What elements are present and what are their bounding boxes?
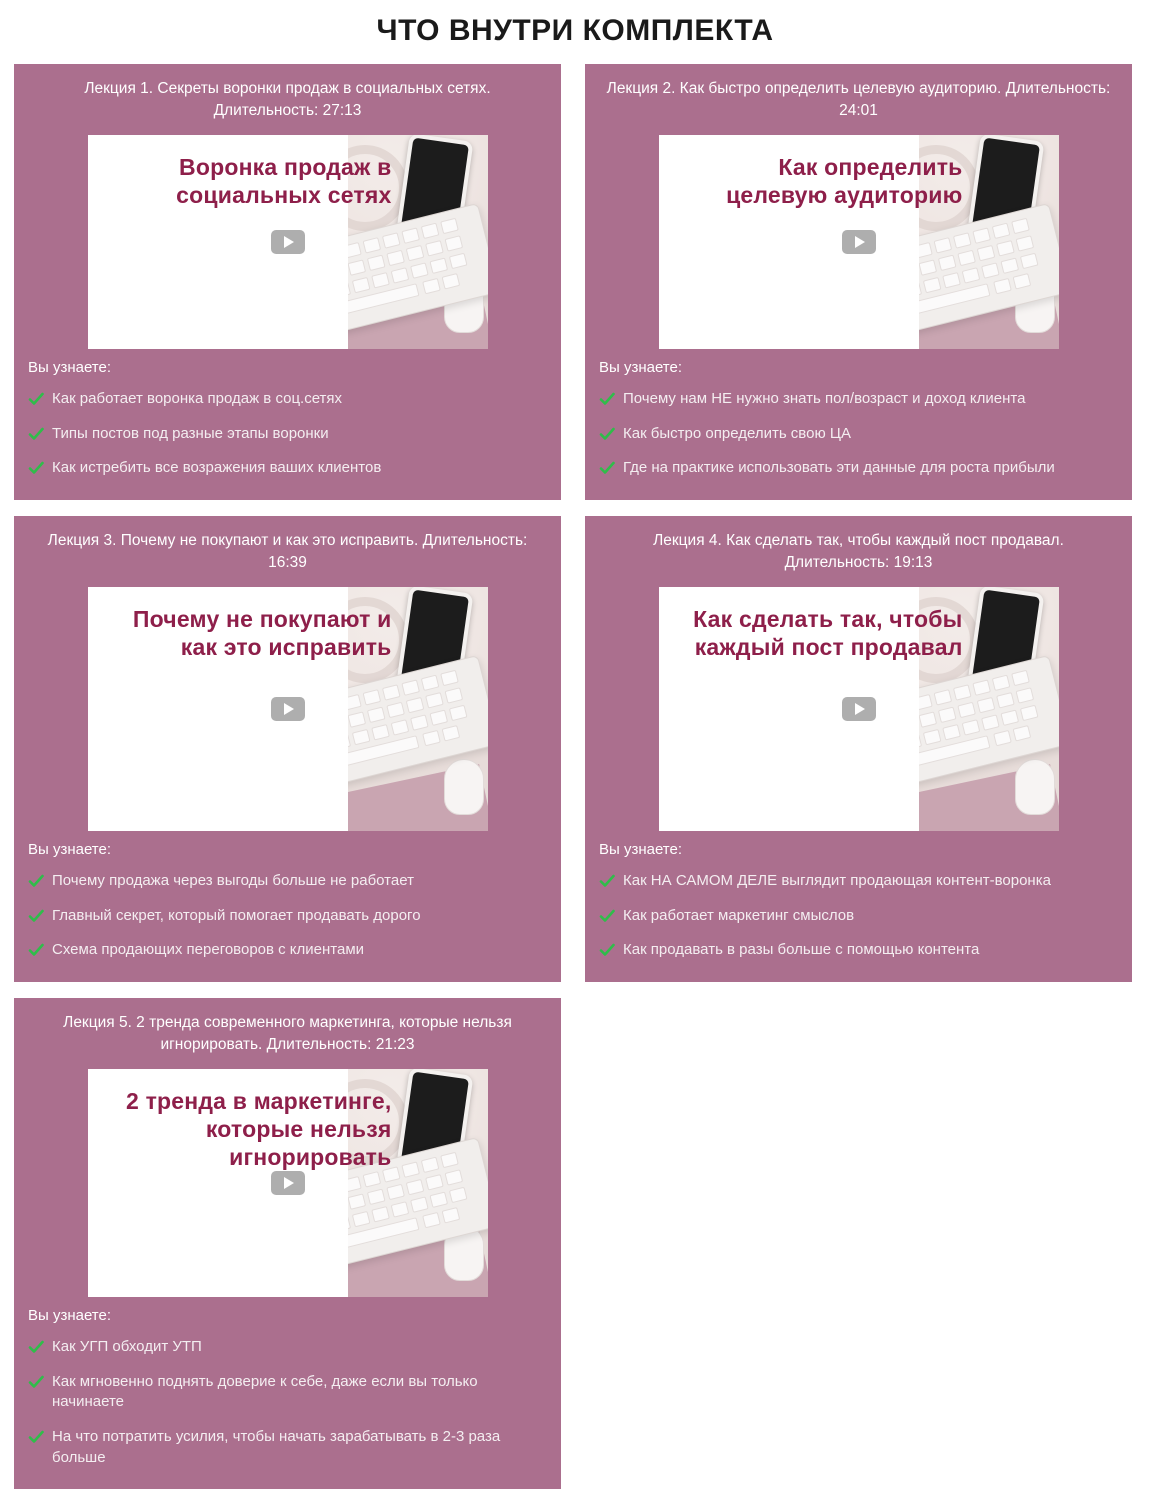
learn-label: Вы узнаете: — [599, 840, 683, 858]
lectures-grid — [0, 64, 1150, 1489]
list-item-text: Главный секрет, который помогает продавать дорого — [52, 906, 421, 924]
lecture-card[interactable] — [585, 64, 1132, 500]
check-icon — [28, 873, 44, 889]
list-item — [595, 899, 1122, 934]
list-item-text: Как работает воронка продаж в соц.сетях — [52, 389, 343, 407]
page-title: ЧТО ВНУТРИ КОМПЛЕКТА — [376, 14, 774, 47]
lecture-header: Лекция 2. Как быстро определить целевую аудиторию. Длительность: 24:01 — [606, 80, 1111, 120]
list-item — [595, 417, 1122, 452]
list-item-text: Где на практике использовать эти данные для роста прибыли — [623, 459, 1055, 477]
video-thumbnail[interactable] — [24, 587, 551, 831]
learn-label: Вы узнаете: — [28, 840, 112, 858]
thumbnail-title: Воронка продаж в социальных сетях — [176, 153, 392, 208]
play-icon[interactable] — [842, 697, 876, 721]
benefits-list — [24, 382, 551, 486]
list-item-text: На что потратить усилия, чтобы начать зарабатывать в 2-3 раза больше — [52, 1428, 501, 1466]
check-icon — [28, 426, 44, 442]
list-item — [24, 1330, 551, 1365]
thumbnail-title: Как сделать так, чтобы каждый пост продавал — [693, 605, 963, 660]
video-thumbnail[interactable] — [595, 135, 1122, 349]
check-icon — [599, 460, 615, 476]
list-item — [595, 864, 1122, 899]
thumbnail-title: Почему не покупают и как это исправить — [132, 605, 392, 660]
learn-label: Вы узнаете: — [599, 358, 683, 376]
video-thumbnail[interactable] — [24, 135, 551, 349]
list-item-text: Как мгновенно поднять доверие к себе, даже если вы только начинаете — [52, 1372, 478, 1411]
video-thumbnail[interactable] — [595, 587, 1122, 831]
check-icon — [28, 460, 44, 476]
list-item — [24, 451, 551, 486]
list-item — [24, 933, 551, 968]
lecture-header: Лекция 1. Секреты воронки продаж в социальных сетях. Длительность: 27:13 — [84, 80, 491, 120]
benefits-list — [24, 1330, 551, 1475]
lecture-card[interactable] — [585, 516, 1132, 982]
lecture-card[interactable] — [14, 64, 561, 500]
benefits-list — [595, 864, 1122, 968]
check-icon — [28, 1374, 44, 1390]
list-item — [24, 417, 551, 452]
list-item-text: Как работает маркетинг смыслов — [623, 906, 855, 924]
list-item-text: Как УГП обходит УТП — [52, 1337, 202, 1355]
thumbnail-title: Как определить целевую аудиторию — [726, 153, 963, 208]
check-icon — [28, 1339, 44, 1355]
play-icon[interactable] — [271, 697, 305, 721]
check-icon — [599, 942, 615, 958]
list-item-text: Как продавать в разы больше с помощью контента — [623, 941, 980, 959]
list-item — [595, 451, 1122, 486]
lecture-card[interactable] — [14, 516, 561, 982]
learn-label: Вы узнаете: — [28, 1306, 112, 1324]
video-thumbnail[interactable] — [24, 1069, 551, 1297]
list-item-text: Как истребить все возражения ваших клиентов — [52, 459, 382, 477]
list-item — [24, 1420, 551, 1475]
list-item — [24, 1365, 551, 1420]
check-icon — [28, 908, 44, 924]
check-icon — [599, 391, 615, 407]
list-item-text: Почему продажа через выгоды больше не работает — [52, 871, 414, 889]
empty-grid-slot — [585, 998, 1132, 1489]
check-icon — [28, 391, 44, 407]
lecture-header: Лекция 3. Почему не покупают и как это исправить. Длительность: 16:39 — [47, 532, 528, 572]
play-icon[interactable] — [271, 230, 305, 254]
thumbnail-title: 2 тренда в маркетинге, которые нельзя игнорировать — [126, 1087, 392, 1171]
list-item-text: Почему нам НЕ нужно знать пол/возраст и доход клиента — [623, 389, 1026, 407]
list-item — [24, 382, 551, 417]
list-item-text: Схема продающих переговоров с клиентами — [52, 941, 365, 959]
play-icon[interactable] — [842, 230, 876, 254]
list-item — [24, 864, 551, 899]
play-icon[interactable] — [271, 1171, 305, 1195]
check-icon — [28, 1429, 44, 1445]
list-item-text: Как быстро определить свою ЦА — [623, 424, 851, 442]
list-item — [595, 382, 1122, 417]
check-icon — [599, 426, 615, 442]
list-item-text: Типы постов под разные этапы воронки — [52, 424, 329, 442]
check-icon — [599, 908, 615, 924]
lecture-header: Лекция 5. 2 тренда современного маркетинга, которые нельзя игнорировать. Длительность: 21:23 — [63, 1014, 512, 1054]
benefits-list — [595, 382, 1122, 486]
lecture-header: Лекция 4. Как сделать так, чтобы каждый пост продавал. Длительность: 19:13 — [653, 532, 1064, 572]
list-item-text: Как НА САМОМ ДЕЛЕ выглядит продающая контент-воронка — [623, 871, 1051, 889]
check-icon — [599, 873, 615, 889]
check-icon — [28, 942, 44, 958]
benefits-list — [24, 864, 551, 968]
list-item — [24, 899, 551, 934]
learn-label: Вы узнаете: — [28, 358, 112, 376]
lecture-card[interactable] — [14, 998, 561, 1489]
list-item — [595, 933, 1122, 968]
